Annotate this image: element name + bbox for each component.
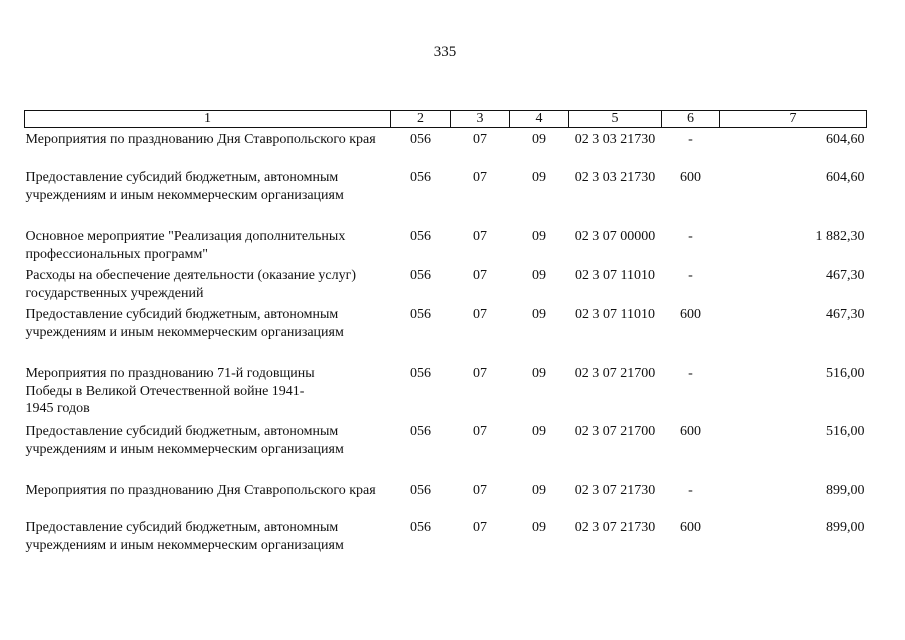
row-col5: 02 3 07 11010 — [575, 307, 655, 322]
row-col5: 02 3 07 21700 — [574, 366, 656, 381]
row-col6: 600 — [680, 424, 701, 439]
row-col7: 899,00 — [826, 520, 865, 535]
column-header-4: 4 — [510, 111, 569, 128]
row-col7: 467,30 — [826, 307, 865, 322]
row-name-line: Победы в Великой Отечественной войне 1941- — [25, 383, 305, 399]
row-col2: 056 — [410, 366, 431, 381]
budget-table — [24, 110, 867, 557]
row-col2: 056 — [410, 268, 431, 283]
row-name: Предоставление субсидий бюджетным, автономным учреждениям и иным некоммерческим организациям — [25, 424, 344, 457]
column-header-7: 7 — [720, 111, 867, 128]
row-col7: 467,30 — [826, 268, 865, 283]
row-col2: 056 — [410, 229, 431, 244]
row-col3: 07 — [473, 520, 487, 535]
row-col4: 09 — [532, 366, 546, 381]
row-col2: 056 — [410, 170, 431, 185]
table-row — [25, 365, 867, 423]
row-col2: 056 — [410, 520, 431, 535]
row-col3: 07 — [473, 229, 487, 244]
table-row — [25, 228, 867, 267]
row-col6: - — [688, 483, 693, 498]
row-col5: 02 3 03 21730 — [574, 132, 656, 147]
row-name-line: Мероприятия по празднованию 71-й годовщины — [25, 366, 315, 381]
row-name: Предоставление субсидий бюджетным, автономным учреждениям и иным некоммерческим организациям — [25, 520, 344, 553]
row-col4: 09 — [532, 520, 546, 535]
row-col2: 056 — [410, 424, 431, 439]
row-col5: 02 3 07 11010 — [575, 268, 655, 283]
row-col5: 02 3 07 21730 — [574, 520, 656, 535]
row-col6: - — [688, 132, 693, 147]
row-col3: 07 — [473, 170, 487, 185]
column-header-6: 6 — [662, 111, 720, 128]
header-row — [25, 111, 867, 128]
row-col5: 02 3 03 21730 — [574, 170, 656, 185]
row-col7: 899,00 — [826, 483, 865, 498]
row-col4: 09 — [532, 268, 546, 283]
row-col3: 07 — [473, 268, 487, 283]
row-col6: 600 — [680, 307, 701, 322]
column-header-1: 1 — [25, 111, 391, 128]
row-name: Основное мероприятие "Реализация дополнительных профессиональных программ" — [25, 229, 346, 262]
row-col3: 07 — [473, 132, 487, 147]
row-col3: 07 — [473, 483, 487, 498]
row-col6: - — [688, 268, 693, 283]
row-col4: 09 — [532, 170, 546, 185]
row-col7: 516,00 — [826, 424, 865, 439]
table-body — [25, 128, 867, 558]
row-col3: 07 — [473, 307, 487, 322]
row-col4: 09 — [532, 424, 546, 439]
row-col5: 02 3 07 21700 — [574, 424, 656, 439]
column-header-3: 3 — [451, 111, 510, 128]
row-col7: 604,60 — [826, 132, 865, 147]
row-name: Мероприятия по празднованию Дня Ставропольского края — [25, 483, 376, 498]
row-col5: 02 3 07 00000 — [574, 229, 656, 244]
row-col6: - — [688, 366, 693, 381]
row-col4: 09 — [532, 307, 546, 322]
row-col3: 07 — [473, 366, 487, 381]
table-row — [25, 482, 867, 519]
column-header-2: 2 — [391, 111, 451, 128]
row-col3: 07 — [473, 424, 487, 439]
row-name — [25, 365, 391, 423]
table-row — [25, 423, 867, 482]
row-col7: 604,60 — [826, 170, 865, 185]
row-name-line: 1945 годов — [25, 401, 90, 416]
row-col5: 02 3 07 21730 — [574, 483, 656, 498]
row-col4: 09 — [532, 229, 546, 244]
table-row — [25, 306, 867, 365]
row-col2: 056 — [410, 307, 431, 322]
row-col6: 600 — [680, 170, 701, 185]
row-col6: - — [688, 229, 693, 244]
row-col4: 09 — [532, 132, 546, 147]
row-name: Мероприятия по празднованию Дня Ставропольского края — [25, 132, 376, 147]
row-col2: 056 — [410, 483, 431, 498]
row-col4: 09 — [532, 483, 546, 498]
row-col7: 516,00 — [826, 366, 865, 381]
table-row — [25, 519, 867, 557]
page-number: 335 — [433, 44, 457, 60]
row-name: Предоставление субсидий бюджетным, автономным учреждениям и иным некоммерческим организациям — [25, 170, 344, 203]
row-col2: 056 — [410, 132, 431, 147]
row-name: Предоставление субсидий бюджетным, автономным учреждениям и иным некоммерческим организациям — [25, 307, 344, 340]
table-row — [25, 267, 867, 306]
table-row — [25, 169, 867, 228]
table-row — [25, 128, 867, 170]
table-header — [25, 111, 867, 128]
row-col6: 600 — [680, 520, 701, 535]
row-col7: 1 882,30 — [815, 229, 865, 244]
column-header-5: 5 — [569, 111, 662, 128]
row-name: Расходы на обеспечение деятельности (оказание услуг) государственных учреждений — [25, 268, 357, 301]
